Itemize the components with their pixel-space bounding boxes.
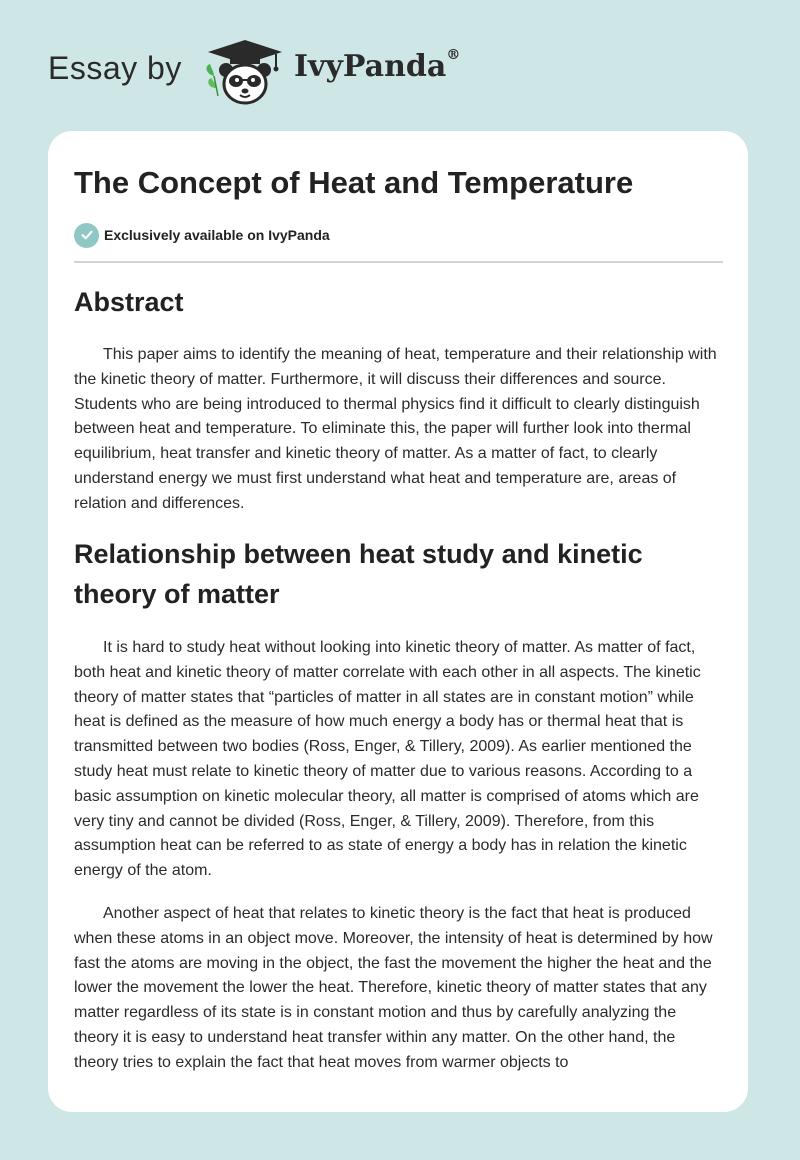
title-divider [74, 261, 723, 263]
abstract-paragraph: This paper aims to identify the meaning of heat, temperature and their relationship with the kinetic theory of matter. Furthermore, it will discuss their differences and source. Students who are being introduced to thermal physics find it difficult to clearly distinguish between heat and temperature. To eliminate this, the paper will further look into thermal equilibrium, heat transfer and kinetic theory of matter. As a matter of fact, to clearly understand energy we must first understand what heat and temperature are, areas of relation and differences. [74, 346, 717, 512]
panda-graduate-logo-icon[interactable] [200, 36, 290, 108]
check-circle-icon [74, 223, 99, 248]
exclusive-label: Exclusively available on IvyPanda [104, 227, 330, 243]
page-title: The Concept of Heat and Temperature [74, 165, 634, 200]
body-paragraph: Another aspect of heat that relates to kinetic theory is the fact that heat is produced when these atoms in an object move. Moreover, the intensity of heat is determined by how fast the atoms are moving in the object, the fast the movement the higher the heat and the lower the movement the lower the heat. Therefore, kinetic theory of matter states that any matter regardless of its state is in constant motion and thus by carefully analyzing the theory it is easy to understand heat transfer within any matter. On the other hand, the theory tries to explain the fact that heat moves from warmer objects to [74, 905, 713, 1071]
section-heading-abstract: Abstract [74, 287, 184, 317]
brand-name-text: IvyPanda [294, 49, 447, 84]
ivy-leaf-icon [207, 64, 218, 96]
section-heading-relationship: Relationship between heat study and kinetic theory of matter [74, 539, 643, 609]
essay-by-label: Essay by [48, 50, 182, 86]
registered-mark: ® [446, 47, 461, 63]
body-paragraph: It is hard to study heat without looking into kinetic theory of matter. As matter of fact, both heat and kinetic theory of matter correlate with each other in all aspects. The kinetic theory of matter states that “particles of matter in all states are in constant motion” while heat is defined as the measure of how much energy a body has or thermal heat that is transmitted between two bodies (Ross, Enger, & Tillery, 2009). As earlier mentioned the study heat must relate to kinetic theory of matter due to various reasons. According to a basic assumption on kinetic molecular theory, all matter is comprised of atoms which are very tiny and cannot be divided (Ross, Enger, & Tillery, 2009). Therefore, from this assumption heat can be referred to as state of energy a body has in relation the kinetic energy of the atom. [74, 639, 701, 880]
brand-name[interactable] [294, 49, 460, 84]
exclusive-badge [74, 222, 330, 248]
site-header [0, 0, 800, 130]
essay-card [48, 131, 748, 1112]
